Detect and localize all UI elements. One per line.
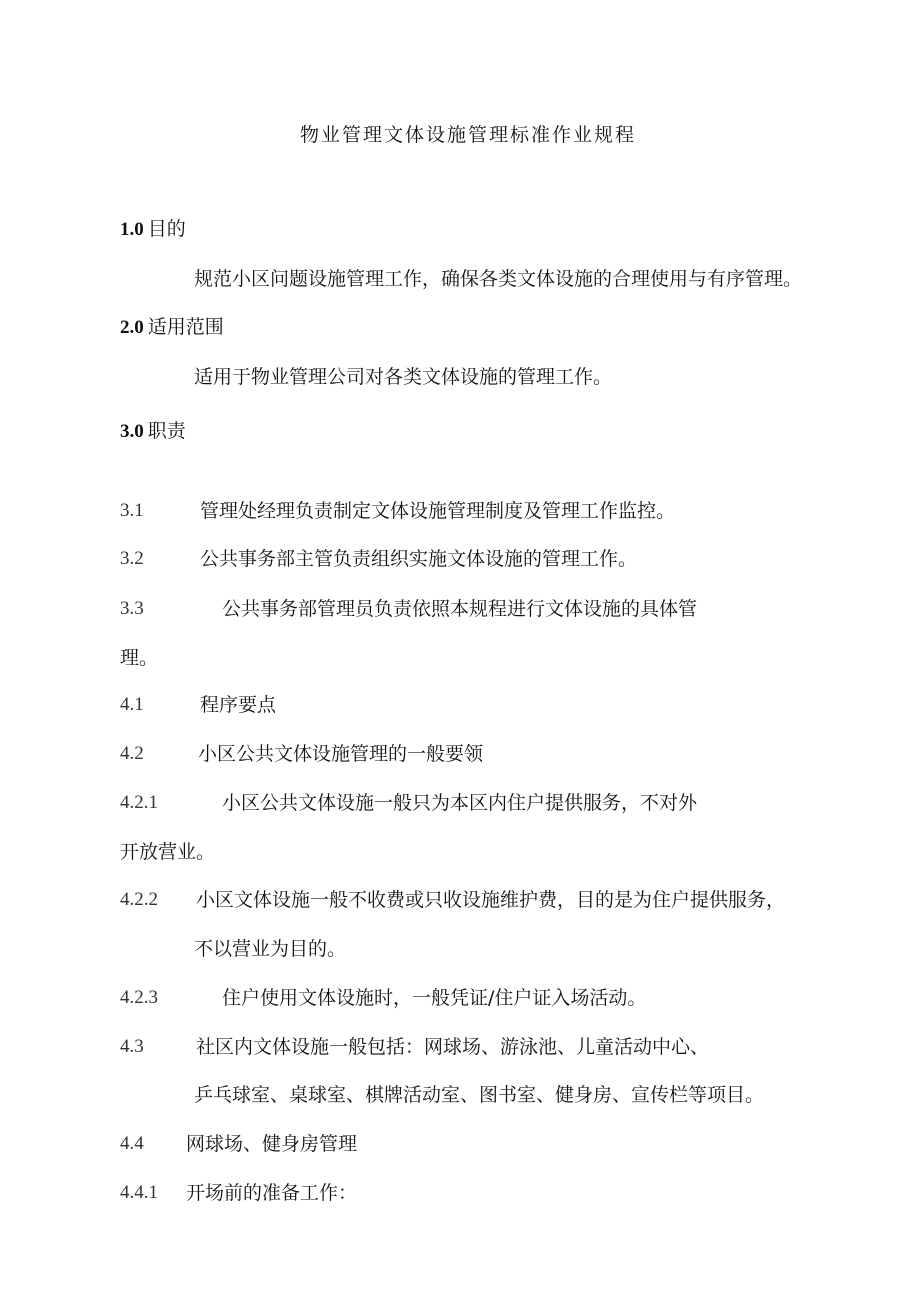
section-number: 2.0 [120,317,144,338]
item-3-3-continuation: 理。 [120,647,159,669]
section-number: 1.0 [120,219,144,240]
section-2-body: 适用于物业管理公司对各类文体设施的管理工作。 [194,366,613,388]
item-3-2-number: 3.2 [120,548,144,569]
item-3-3-number: 3.3 [120,598,144,619]
item-4-2-2-number: 4.2.2 [120,889,158,910]
section-title: 职责 [147,420,186,442]
item-4-1-text: 程序要点 [200,694,277,716]
section-1-body: 规范小区问题设施管理工作，确保各类文体设施的合理使用与有序管理。 [194,268,803,290]
item-4-4-number: 4.4 [120,1133,144,1154]
section-title: 适用范围 [147,316,224,338]
item-4-2-1-text: 小区公共文体设施一般只为本区内住户提供服务，不对外 [222,792,698,814]
item-4-2-3-number: 4.2.3 [120,987,158,1008]
item-4-3-number: 4.3 [120,1036,144,1057]
item-4-1-number: 4.1 [120,694,144,715]
item-4-3-continuation: 乒乓球室、桌球室、棋牌活动室、图书室、健身房、宣传栏等项目。 [194,1084,765,1106]
section-1-heading [120,216,186,243]
item-4-2-2-text: 小区文体设施一般不收费或只收设施维护费，目的是为住户提供服务， [196,889,786,911]
item-4-2-2-continuation: 不以营业为目的。 [194,938,347,960]
document-title: 物业管理文体设施管理标准作业规程 [300,124,637,146]
item-4-2-3-text: 住户使用文体设施时，一般凭证/住户证入场活动。 [222,987,647,1009]
item-3-1-number: 3.1 [120,500,144,521]
item-3-2-text: 公共事务部主管负责组织实施文体设施的管理工作。 [200,548,638,570]
item-4-2-text: 小区公共文体设施管理的一般要领 [198,743,484,765]
item-4-2-1-number: 4.2.1 [120,792,158,813]
item-4-2-1-continuation: 开放营业。 [120,841,216,863]
item-3-1-text: 管理处经理负责制定文体设施管理制度及管理工作监控。 [200,500,676,522]
item-4-4-text: 网球场、健身房管理 [186,1133,358,1155]
item-3-3-text: 公共事务部管理员负责依照本规程进行文体设施的具体管 [222,598,698,620]
section-title: 目的 [147,218,186,240]
section-number: 3.0 [120,421,144,442]
item-4-2-number: 4.2 [120,743,144,764]
section-2-heading [120,314,224,341]
item-4-4-1-text: 开场前的准备工作： [186,1182,358,1204]
item-4-3-text: 社区内文体设施一般包括：网球场、游泳池、儿童活动中心、 [196,1036,710,1058]
section-3-heading [120,418,186,445]
item-4-4-1-number: 4.4.1 [120,1182,158,1203]
